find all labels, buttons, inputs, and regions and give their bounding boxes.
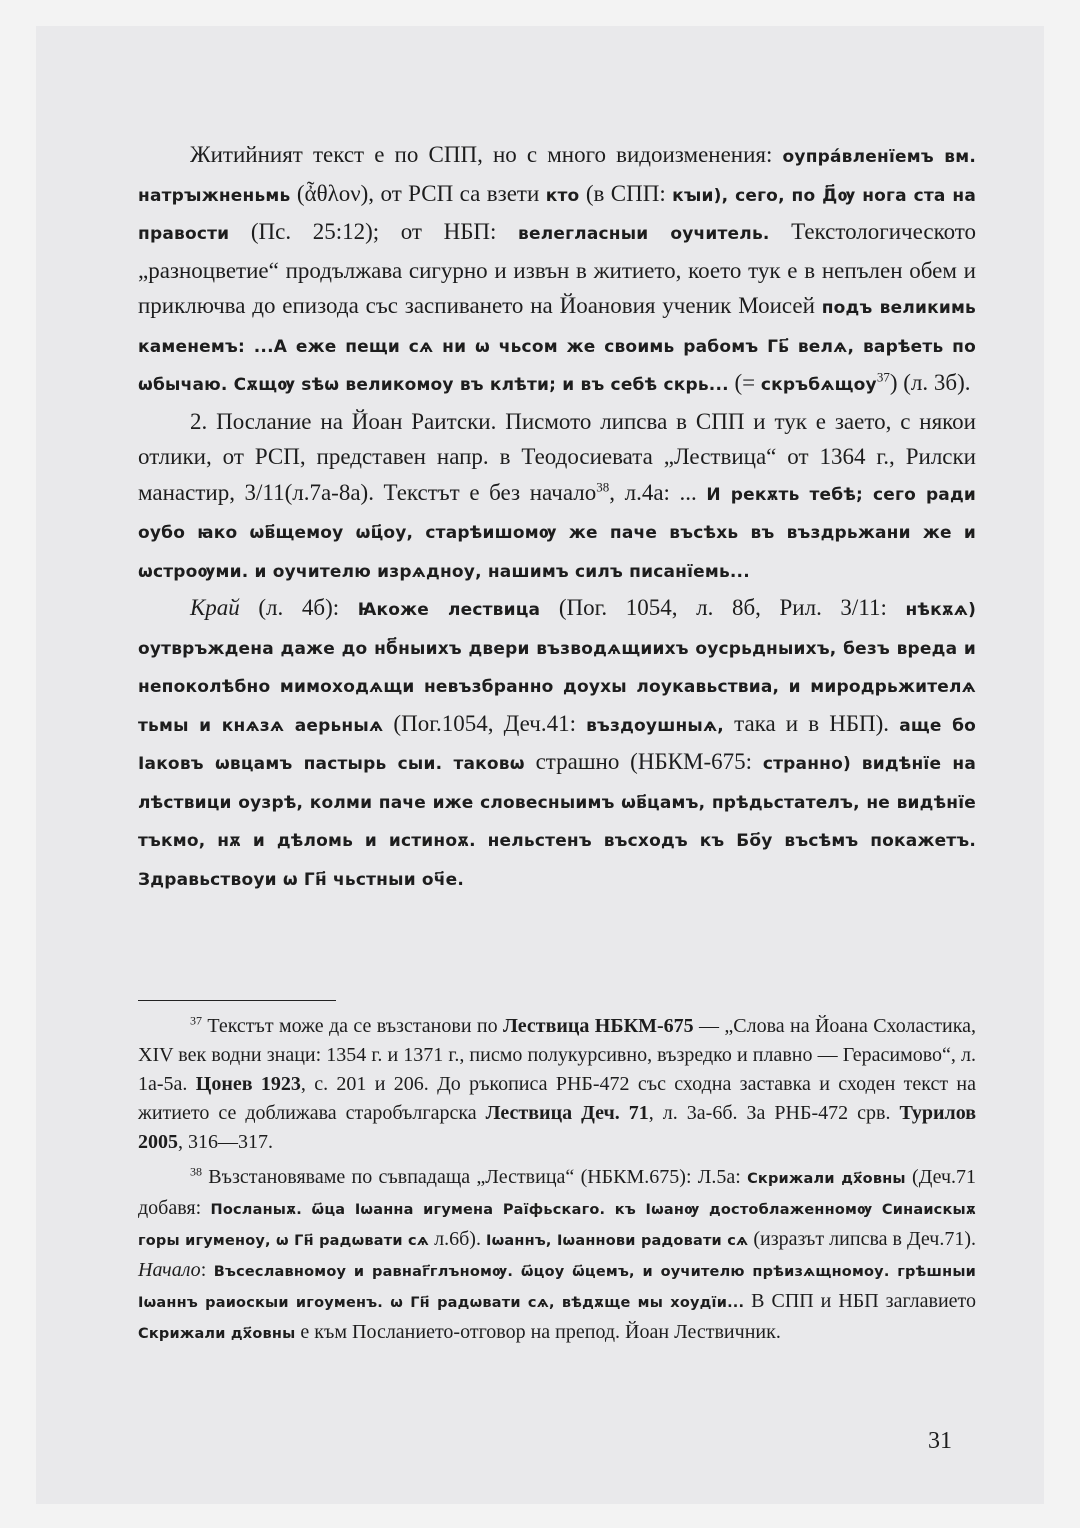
footnote-38: $^{38}$ Възстановяваме по съвпадаща „Лествица“ (НБКМ.675): Л.5а: Скрижали дх҃овны (Деч.71 добавя: Посланыѫ. ѡ҃ца Іѡанна игумена Раїфьскаго. къ Іѡанѹ достоблаженномѹ Синаискыѫ горы игуменоу, ѡ Гн҃ радѡвати сѧ л.6б). Іѡаннъ, Іѡаннови радовати сѧ (изразът липсва в Деч.71). Начало: Въсеславномоу и равнаг҃глъномѹ. ѡ҃цоу ѡ҃цемъ, и оучителю прѣизѧщномоу. грѣшныи Іѡаннъ раиоскыи игоуменъ. ѡ Гн҃ радѡвати сѧ, вѣдѫще мы хоудїи... В СПП и НБП заглавието Скрижали дх҃овны е към Посланието-отговор на препод. Йоан Лествичник. — [138, 1164, 977, 1343]
footnote-37: $^{37}$ Текстът може да се възстанови по Лествица НБКМ-675 — „Слова на Йоана Схоластика, XIV век водни знаци: 1354 г. и 1371 г., писмо полукурсивно, възредко и плавно — Герасимово“, л. 1а-5а. Цонев 1923, с. 201 и 206. До ръкописа РНБ-472 със сходна заставка и сходен текст на житието се доближава старобългарска Лествица Деч. 71, л. 3а-6б. За РНБ-472 срв. Турилов 2005, 316—317. — [138, 1013, 977, 1153]
main-text — [138, 137, 976, 898]
footnote-ref-37[interactable]: 37 — [876, 369, 890, 385]
paragraph-3: Край (л. 4б): Ꙗкоже лествица (Пог. 1054, л. 8б, Рил. 3/11: нѣкѫѧ) оутвръждена даже до нб҃ныихъ двери възводѧщиихъ оусрьдныихъ, безъ вреда и непоколѣбно мимоходѧщи невъзбранно доухы лоукавьствиа, и миродрьжителѧ тьмы и кнѧзѧ аерьныѧ (Пог.1054, Деч.41: въздоушныѧ, така и в НБП). аще бо Іаковъ ѡвцамъ пастырь сыи. таковѡ страшно (НБКМ-675: странно) видѣнїе на лѣствици оузрѣ, колми паче иже словесныимъ ѡв҃цамъ, прѣдьстателъ, не видѣнїе тъкмо, нѫ и дѣломь и истиноѫ. нельстенъ въсходъ къ Бо҃у въсѣмъ покажетъ. Здравьствоуи ѡ Гн҃ чьстныи оч҃е. — [138, 595, 977, 890]
footnotes — [138, 1012, 976, 1355]
footnote-divider — [138, 1000, 336, 1001]
page-number: 31 — [928, 1428, 952, 1454]
footnote-ref-38[interactable]: 38 — [596, 478, 610, 494]
paragraph-1: Житийният текст е по СПП, но с много видоизменения: оупрáвленїемъ вм. натрꙑжненьмь (ἆθλον), от РСП са взети кто (в СПП: кꙑи), сего, по Д҃ѹ нога ста на правости (Пс. 25:12); от НБП: велегласныи оучитель. Текстологическото „разноцветие“ продължава сигурно и извън в житието, което тук е в непълен обем и приключва до епизода със заспиването на Йоановия ученик Моисей подъ великимь каменемъ: ...А еже пещи сѧ ни ѡ чьсом же своимь рабомъ Гь҃ велѧ, варѣеть по ѡбычаю. Сѫщѹ ѕѣѡ великомоу въ клѣти; и въ себѣ скрь... (= скръбѧщоу$^{37}$) (л. 3б). — [138, 142, 977, 395]
paragraph-2: 2. Послание на Йоан Раитски. Писмото липсва в СПП и тук е заето, с някои отлики, от РСП, представен напр. в Теодосиевата „Лествица“ от 1364 г., Рилски манастир, 3/11(л.7а-8а). Текстът е без начало$^{38}$, л.4а: ... И рекѫть тебѣ; сего ради оубо ꙗко ѡв҃щемоу ѡц҃оу, старѣишомѹ же паче въсѣхь въ въздрьжани же и ѡстроѹми. и оучителю изрѧдноу, нашимъ силъ писанїемь... — [138, 408, 977, 582]
